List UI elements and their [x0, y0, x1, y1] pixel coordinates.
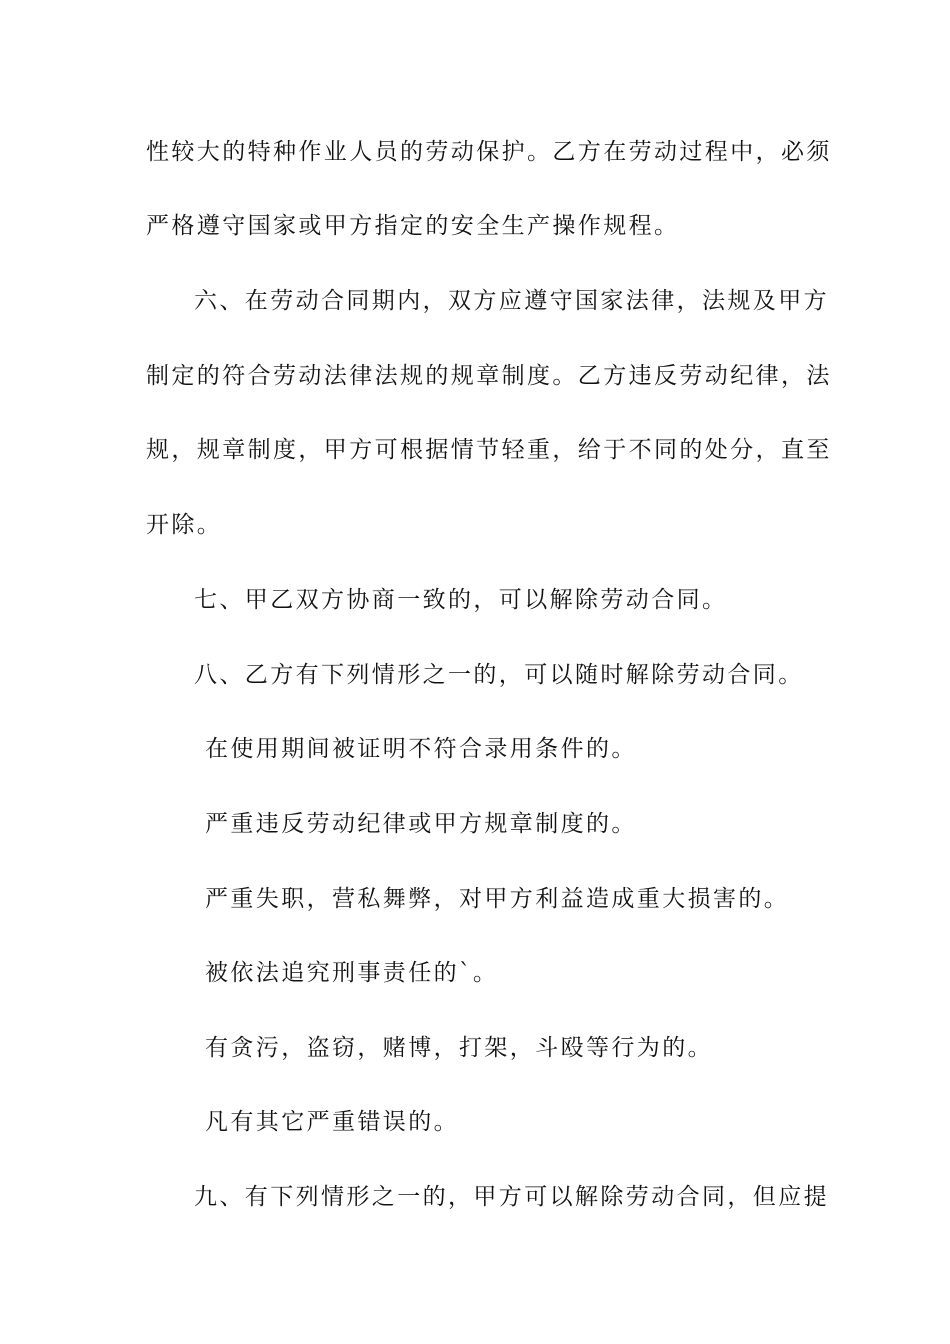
- clause-heading: 九、有下列情形之一的，甲方可以解除劳动合同，但应提: [194, 1184, 829, 1210]
- text-line: 制定的符合劳动法律法规的规章制度。乙方违反劳动纪律，法: [146, 363, 832, 389]
- clause-heading: 八、乙方有下列情形之一的，可以随时解除劳动合同。: [194, 662, 804, 688]
- text-line: 严格遵守国家或甲方指定的安全生产操作规程。: [146, 213, 680, 239]
- text-line: 开除。: [146, 512, 223, 538]
- clause-heading: 六、在劳动合同期内，双方应遵守国家法律，法规及甲方: [194, 288, 829, 314]
- list-item: 严重违反劳动纪律或甲方规章制度的。: [205, 811, 637, 837]
- list-item: 在使用期间被证明不符合录用条件的。: [205, 736, 637, 762]
- text-line: 规，规章制度，甲方可根据情节轻重，给于不同的处分，直至: [146, 437, 832, 463]
- list-item: 被依法追究刑事责任的`。: [205, 960, 499, 986]
- list-item: 凡有其它严重错误的。: [205, 1109, 459, 1135]
- list-item: 有贪污，盗窃，赌博，打架，斗殴等行为的。: [205, 1035, 713, 1061]
- list-item: 严重失职，营私舞弊，对甲方利益造成重大损害的。: [205, 886, 790, 912]
- text-line: 性较大的特种作业人员的劳动保护。乙方在劳动过程中，必须: [146, 139, 832, 165]
- clause-heading: 七、甲乙双方协商一致的，可以解除劳动合同。: [194, 587, 728, 613]
